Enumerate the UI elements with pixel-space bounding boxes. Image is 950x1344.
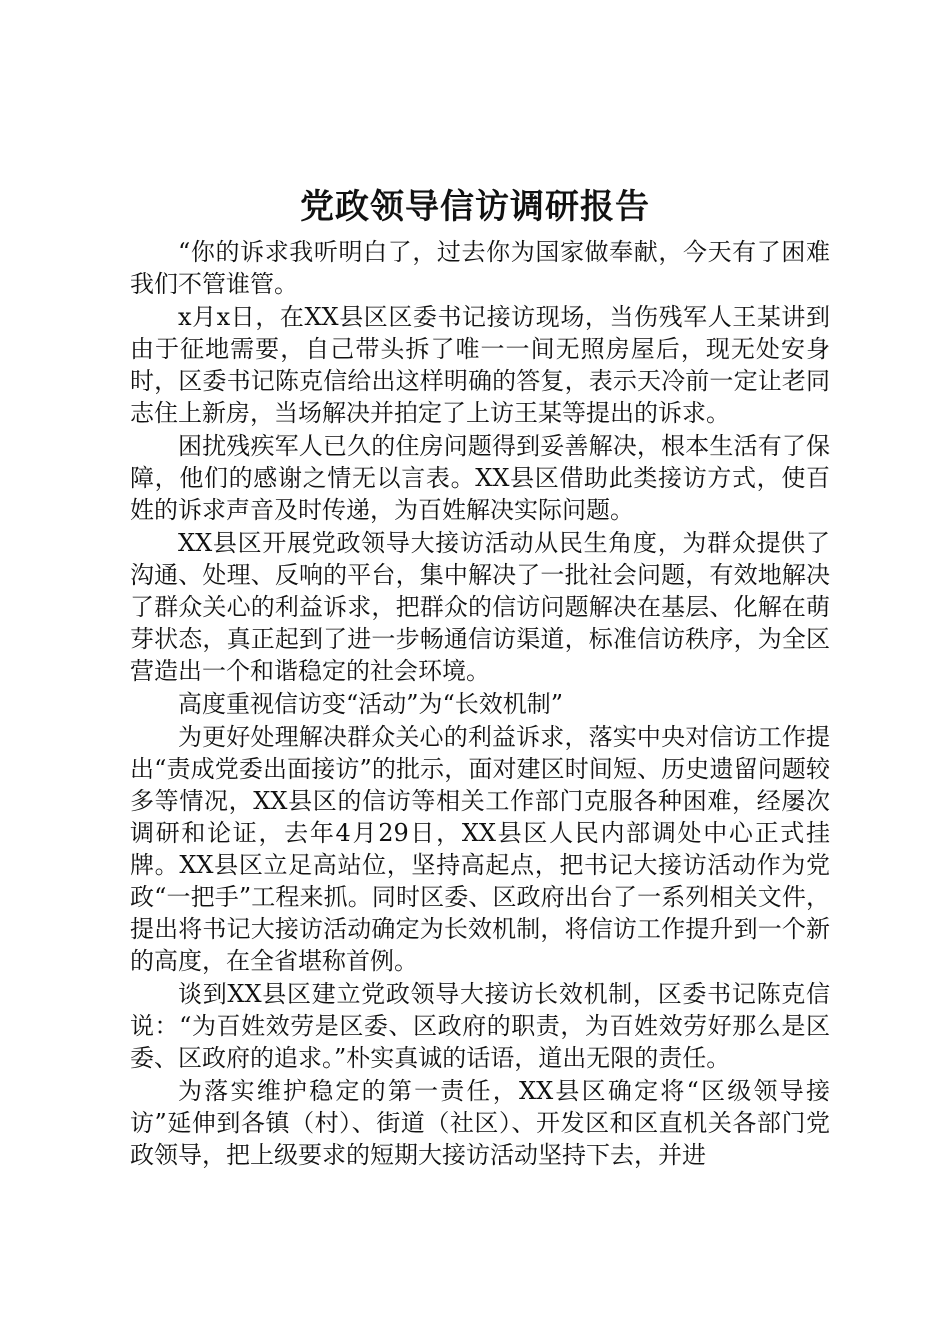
paragraph: 为更好处理解决群众关心的利益诉求，落实中央对信访工作提出“责成党委出面接访”的批示，面对建区时间短、历史遗留问题较多等情况，XX县区的信访等相关工作部门克服各种困难，经屡次调研和论证，去年4月29日，XX县区人民内部调处中心正式挂牌。XX县区立足高站位，坚持高起点，把书记大接访活动作为党政“一把手”工程来抓。同时区委、区政府出台了一系列相关文件，提出将书记大接访活动确定为长效机制，将信访工作提升到一个新的高度，在全省堪称首例。 <box>130 723 830 975</box>
paragraph: “你的诉求我听明白了，过去你为国家做奉献，今天有了困难我们不管谁管。 <box>130 238 830 298</box>
paragraph: 谈到XX县区建立党政领导大接访长效机制，区委书记陈克信说：“为百姓效劳是区委、区政府的职责，为百姓效劳好那么是区委、区政府的追求。”朴实真诚的话语，道出无限的责任。 <box>130 980 830 1072</box>
paragraph: 困扰残疾军人已久的住房问题得到妥善解决，根本生活有了保障，他们的感谢之情无以言表。XX县区借助此类接访方式，使百姓的诉求声音及时传递，为百姓解决实际问题。 <box>130 432 830 524</box>
paragraph: 为落实维护稳定的第一责任，XX县区确定将“区级领导接访”延伸到各镇（村）、街道（社区）、开发区和区直机关各部门党政领导，把上级要求的短期大接访活动坚持下去，并进 <box>130 1077 830 1169</box>
paragraph: XX县区开展党政领导大接访活动从民生角度，为群众提供了沟通、处理、反响的平台，集中解决了一批社会问题，有效地解决了群众关心的利益诉求，把群众的信访问题解决在基层、化解在萌芽状态，真正起到了进一步畅通信访渠道，标准信访秩序，为全区营造出一个和谐稳定的社会环境。 <box>130 529 830 685</box>
section-heading: 高度重视信访变“活动”为“长效机制” <box>178 690 564 718</box>
document-body <box>130 236 830 1171</box>
document-title: 党政领导信访调研报告 <box>300 187 650 227</box>
paragraph: x月x日，在XX县区区委书记接访现场，当伤残军人王某讲到由于征地需要，自己带头拆了唯一一间无照房屋后，现无处安身时，区委书记陈克信给出这样明确的答复，表示天冷前一定让老同志住上新房，当场解决并拍定了上访王某等提出的诉求。 <box>130 303 830 427</box>
